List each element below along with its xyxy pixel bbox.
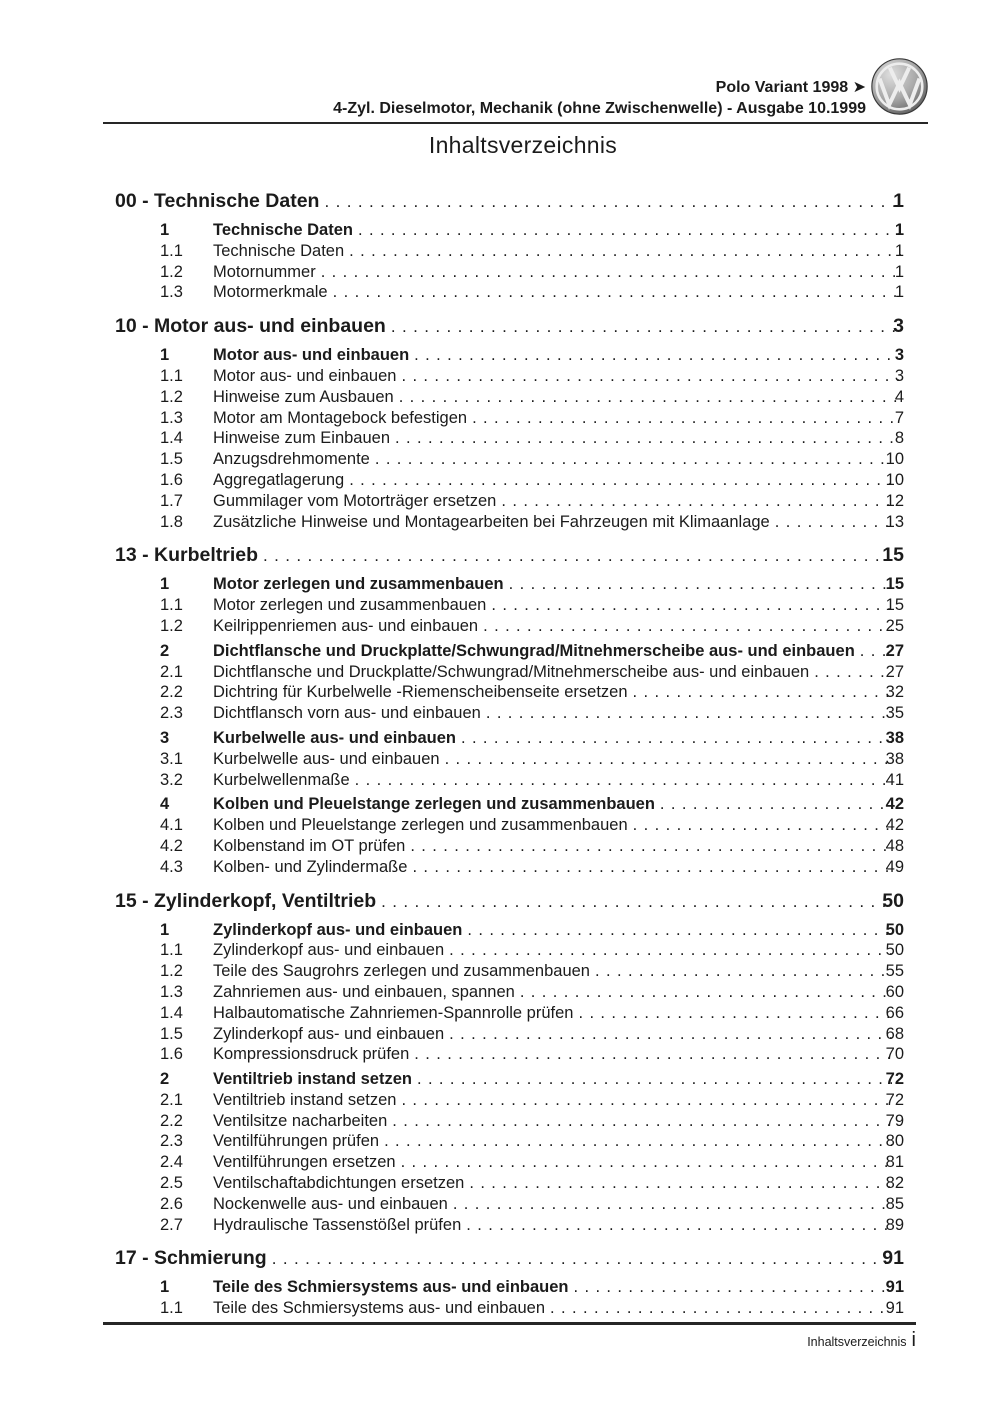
- header-subtitle-line: 4-Zyl. Dieselmotor, Mechanik (ohne Zwischenwelle) - Ausgabe 10.1999: [333, 100, 866, 117]
- dot-leader: [409, 1044, 891, 1065]
- entry-number: 1.3: [160, 982, 183, 1001]
- entry-title: Aggregatlagerung: [213, 470, 345, 489]
- entry-number: 1.2: [160, 962, 183, 981]
- entry-page-number: 80: [885, 1132, 904, 1151]
- entry-title: Hydraulische Tassenstößel prüfen: [213, 1215, 462, 1234]
- entry-title: Teile des Saugrohrs zerlegen und zusammenbauen: [213, 962, 590, 981]
- toc-entry[interactable]: [103, 682, 904, 703]
- entry-number: 1.1: [160, 366, 183, 385]
- entry-title: Dichtflansch vorn aus- und einbauen: [213, 704, 481, 723]
- entry-page-number: 55: [885, 962, 904, 981]
- section-label: 10 - Motor aus- und einbauen: [115, 315, 386, 338]
- entry-page-number: 38: [885, 749, 904, 768]
- entry-number: 1.2: [160, 387, 183, 406]
- entry-number: 3.1: [160, 749, 183, 768]
- dot-leader: [462, 920, 891, 941]
- toc-entry[interactable]: [103, 641, 904, 662]
- entry-page-number: 15: [885, 596, 904, 615]
- entry-page-number: 49: [885, 857, 904, 876]
- entry-title: Ventilschaftabdichtungen ersetzen: [213, 1174, 465, 1193]
- entry-number: 1.4: [160, 1003, 183, 1022]
- toc-entry[interactable]: [103, 470, 904, 491]
- entry-number: 3.2: [160, 770, 183, 789]
- toc-entry[interactable]: [103, 794, 904, 815]
- entry-title: Dichtflansche und Druckplatte/Schwungrad/Mitnehmerscheibe aus- und einbauen: [213, 641, 855, 660]
- entry-page-number: 12: [885, 491, 904, 510]
- toc-entry[interactable]: [103, 616, 904, 637]
- entry-title: Anzugsdrehmomente: [213, 450, 370, 469]
- entry-page-number: 3: [894, 366, 904, 385]
- dot-leader: [545, 1298, 892, 1319]
- footer-page-number: i: [911, 1329, 916, 1351]
- entry-number: 2.2: [160, 683, 183, 702]
- toc-entry[interactable]: [103, 1131, 904, 1152]
- entry-title: Motormerkmale: [213, 283, 328, 302]
- toc-entry[interactable]: [103, 366, 904, 387]
- dot-leader: [628, 815, 892, 836]
- dot-leader: [809, 662, 891, 683]
- entry-title: Kolben und Pleuelstange zerlegen und zusammenbauen: [213, 816, 628, 835]
- dot-leader: [386, 316, 899, 338]
- entry-title: Zusätzliche Hinweise und Montagearbeiten bei Fahrzeugen mit Klimaanlage: [213, 512, 770, 531]
- toc-entry[interactable]: [103, 920, 904, 941]
- entry-title: Kompressionsdruck prüfen: [213, 1045, 410, 1064]
- dot-leader: [412, 1069, 892, 1090]
- entry-title: Motor aus- und einbauen: [213, 366, 397, 385]
- entry-title: Zahnriemen aus- und einbauen, spannen: [213, 982, 515, 1001]
- entry-number: 1.6: [160, 470, 183, 489]
- dot-leader: [590, 961, 892, 982]
- entry-number: 1.3: [160, 283, 183, 302]
- toc-entry[interactable]: [103, 1298, 904, 1319]
- entry-number: 1: [160, 346, 170, 365]
- page-title: Inhaltsverzeichnis: [428, 132, 618, 158]
- entry-title: Kolbenstand im OT prüfen: [213, 836, 406, 855]
- toc-entry[interactable]: [103, 749, 904, 770]
- entry-number: 2.4: [160, 1153, 183, 1172]
- entry-page-number: 27: [885, 662, 904, 681]
- entry-title: Nockenwelle aus- und einbauen: [213, 1194, 448, 1213]
- entry-page-number: 48: [885, 836, 904, 855]
- toc-entry[interactable]: [103, 815, 904, 836]
- toc-entry[interactable]: [103, 1111, 904, 1132]
- entry-number: 4.3: [160, 857, 183, 876]
- entry-page-number: 1: [894, 241, 904, 260]
- entry-number: 2: [160, 641, 170, 660]
- dot-leader: [396, 1152, 892, 1173]
- toc-entry[interactable]: [103, 1069, 904, 1090]
- dot-leader: [444, 940, 891, 961]
- dot-leader: [467, 408, 901, 429]
- toc-entry[interactable]: [103, 491, 904, 512]
- toc-entry[interactable]: [103, 1003, 904, 1024]
- entry-title: Kolben- und Zylindermaße: [213, 857, 408, 876]
- entry-number: 1.7: [160, 491, 183, 510]
- entry-page-number: 82: [885, 1174, 904, 1193]
- entry-page-number: 42: [885, 795, 904, 814]
- toc-entry[interactable]: [103, 1215, 904, 1236]
- entry-number: 1.5: [160, 1024, 183, 1043]
- entry-title: Dichtring für Kurbelwelle -Riemenscheibenseite ersetzen: [213, 683, 628, 702]
- entry-page-number: 10: [885, 470, 904, 489]
- toc-section: [103, 890, 904, 1236]
- toc-entry[interactable]: [103, 982, 904, 1003]
- toc-section: [103, 190, 904, 303]
- dot-leader: [267, 1248, 889, 1270]
- entry-title: Zylinderkopf aus- und einbauen: [213, 920, 463, 939]
- dot-leader: [316, 262, 901, 283]
- dot-leader: [319, 191, 899, 213]
- toc-entry[interactable]: [103, 940, 904, 961]
- entry-title: Kurbelwelle aus- und einbauen: [213, 749, 440, 768]
- footer-label: Inhaltsverzeichnis: [807, 1335, 907, 1349]
- toc-entry[interactable]: [103, 282, 904, 303]
- entry-page-number: 32: [885, 683, 904, 702]
- dot-leader: [353, 220, 901, 241]
- entry-title: Teile des Schmiersystems aus- und einbauen: [213, 1299, 546, 1318]
- entry-number: 2.1: [160, 1090, 183, 1109]
- toc-entry[interactable]: [103, 836, 904, 857]
- toc-entry[interactable]: [103, 262, 904, 283]
- toc-entry[interactable]: [103, 703, 904, 724]
- entry-number: 1: [160, 1278, 170, 1297]
- entry-title: Hinweise zum Ausbauen: [213, 387, 394, 406]
- dot-leader: [407, 857, 891, 878]
- toc-entry[interactable]: [103, 770, 904, 791]
- dot-leader: [478, 616, 892, 637]
- toc-entry[interactable]: [103, 1090, 904, 1111]
- section-label: 15 - Zylinderkopf, Ventiltrieb: [115, 889, 377, 912]
- dot-leader: [486, 595, 891, 616]
- entry-number: 2.1: [160, 662, 183, 681]
- entry-number: 1.1: [160, 941, 183, 960]
- toc-section: [103, 315, 904, 532]
- section-label: 17 - Schmierung: [115, 1247, 267, 1270]
- entry-page-number: 85: [885, 1194, 904, 1213]
- toc-entry[interactable]: [103, 1194, 904, 1215]
- entry-title: Technische Daten: [213, 221, 353, 239]
- entry-page-number: 15: [885, 575, 904, 594]
- entry-number: 2.5: [160, 1174, 183, 1193]
- entry-title: Zylinderkopf aus- und einbauen: [213, 941, 445, 960]
- entry-title: Motor zerlegen und zusammenbauen: [213, 575, 504, 594]
- entry-title: Hinweise zum Einbauen: [213, 429, 391, 448]
- toc-entry[interactable]: [103, 961, 904, 982]
- entry-number: 1.8: [160, 512, 183, 531]
- section-page-number: 3: [893, 315, 904, 338]
- page-header: [103, 0, 928, 124]
- entry-page-number: 25: [885, 616, 904, 635]
- section-label: 00 - Technische Daten: [115, 190, 320, 212]
- toc-entry[interactable]: [103, 1044, 904, 1065]
- entry-page-number: 70: [885, 1045, 904, 1064]
- toc-section-header[interactable]: [103, 315, 904, 338]
- section-page-number: 50: [882, 889, 904, 912]
- dot-leader: [409, 345, 901, 366]
- dot-leader: [387, 1111, 891, 1132]
- entry-page-number: 91: [885, 1278, 904, 1297]
- toc: [103, 190, 904, 1319]
- entry-title: Kolben und Pleuelstange zerlegen und zusammenbauen: [213, 795, 655, 814]
- toc-entry[interactable]: [103, 345, 904, 366]
- entry-page-number: 4: [894, 387, 904, 406]
- entry-page-number: 1: [894, 262, 904, 281]
- entry-number: 3: [160, 728, 170, 747]
- dot-leader: [515, 982, 892, 1003]
- entry-page-number: 72: [885, 1070, 904, 1089]
- entry-number: 1.5: [160, 450, 183, 469]
- entry-title: Ventiltrieb instand setzen: [213, 1070, 412, 1089]
- toc-entry[interactable]: [103, 512, 904, 533]
- section-label: 13 - Kurbeltrieb: [115, 544, 259, 567]
- entry-title: Ventilführungen prüfen: [213, 1132, 380, 1151]
- entry-page-number: 8: [894, 429, 904, 448]
- toc-section-header[interactable]: [103, 890, 904, 913]
- entry-page-number: 50: [885, 941, 904, 960]
- entry-title: Ventiltrieb instand setzen: [213, 1090, 397, 1109]
- entry-title: Technische Daten: [213, 241, 345, 260]
- entry-page-number: 79: [885, 1111, 904, 1130]
- dot-leader: [461, 1215, 891, 1236]
- toc-entry[interactable]: [103, 428, 904, 449]
- entry-title: Halbautomatische Zahnriemen-Spannrolle prüfen: [213, 1003, 574, 1022]
- entry-page-number: 81: [885, 1153, 904, 1172]
- footer-divider: [103, 1322, 916, 1325]
- entry-title: Keilrippenriemen aus- und einbauen: [213, 616, 479, 635]
- header-divider: [103, 122, 928, 124]
- entry-number: 1: [160, 920, 170, 939]
- toc-entry[interactable]: [103, 662, 904, 683]
- entry-number: 1.6: [160, 1045, 183, 1064]
- toc-entry[interactable]: [103, 574, 904, 595]
- dot-leader: [394, 387, 901, 408]
- dot-leader: [444, 1024, 891, 1045]
- dot-leader: [344, 241, 901, 262]
- toc-section: [103, 544, 904, 877]
- dot-leader: [770, 512, 892, 533]
- entry-number: 4: [160, 795, 170, 814]
- entry-page-number: 68: [885, 1024, 904, 1043]
- page-footer: [103, 1329, 916, 1352]
- entry-page-number: 10: [885, 450, 904, 469]
- entry-number: 1.2: [160, 616, 183, 635]
- dot-leader: [496, 491, 891, 512]
- toc-entry[interactable]: [103, 449, 904, 470]
- dot-leader: [370, 449, 892, 470]
- entry-number: 1.1: [160, 241, 183, 260]
- toc-section-header[interactable]: [103, 544, 904, 567]
- entry-title: Motor aus- und einbauen: [213, 346, 410, 365]
- dot-leader: [376, 891, 888, 913]
- dot-leader: [390, 428, 901, 449]
- dot-leader: [328, 282, 901, 303]
- toc-section: [103, 1247, 904, 1319]
- toc-entry[interactable]: [103, 1024, 904, 1045]
- dot-leader: [396, 366, 900, 387]
- dot-leader: [405, 836, 891, 857]
- entry-page-number: 41: [885, 770, 904, 789]
- toc-entry[interactable]: [103, 387, 904, 408]
- dot-leader: [396, 1090, 891, 1111]
- entry-number: 2.3: [160, 1132, 183, 1151]
- entry-title: Motornummer: [213, 262, 316, 281]
- entry-number: 2.2: [160, 1111, 183, 1130]
- toc-entry[interactable]: [103, 408, 904, 429]
- entry-number: 1.4: [160, 429, 183, 448]
- dot-leader: [448, 1194, 892, 1215]
- entry-number: 2.7: [160, 1215, 183, 1234]
- entry-page-number: 66: [885, 1003, 904, 1022]
- header-model-line: Polo Variant 1998 ➤: [715, 79, 866, 96]
- toc-section-header[interactable]: [103, 190, 904, 213]
- dot-leader: [628, 682, 892, 703]
- entry-page-number: 27: [885, 641, 904, 660]
- toc-entry[interactable]: [103, 857, 904, 878]
- dot-leader: [258, 545, 888, 567]
- dot-leader: [344, 470, 891, 491]
- entry-number: 4.2: [160, 836, 183, 855]
- entry-page-number: 89: [885, 1215, 904, 1234]
- section-page-number: 91: [882, 1247, 904, 1270]
- dot-leader: [481, 703, 892, 724]
- entry-number: 1: [160, 575, 170, 594]
- dot-leader: [504, 574, 892, 595]
- entry-title: Zylinderkopf aus- und einbauen: [213, 1024, 445, 1043]
- toc-section-header[interactable]: [103, 1247, 904, 1270]
- toc-entry[interactable]: [103, 220, 904, 241]
- entry-number: 2.6: [160, 1194, 183, 1213]
- entry-title: Teile des Schmiersystems aus- und einbauen: [213, 1278, 569, 1297]
- entry-number: 2: [160, 1070, 170, 1089]
- toc-entry[interactable]: [103, 728, 904, 749]
- entry-page-number: 13: [885, 512, 904, 531]
- entry-page-number: 1: [894, 221, 904, 239]
- dot-leader: [379, 1131, 892, 1152]
- entry-number: 1.1: [160, 1299, 183, 1318]
- dot-leader: [573, 1003, 891, 1024]
- entry-page-number: 42: [885, 816, 904, 835]
- dot-leader: [456, 728, 892, 749]
- toc-entry[interactable]: [103, 1277, 904, 1298]
- section-page-number: 15: [882, 544, 904, 567]
- dot-leader: [440, 749, 892, 770]
- entry-page-number: 50: [885, 920, 904, 939]
- entry-number: 1.2: [160, 262, 183, 281]
- toc-entry[interactable]: [103, 241, 904, 262]
- entry-title: Gummilager vom Motorträger ersetzen: [213, 491, 497, 510]
- entry-number: 1: [160, 221, 170, 239]
- dot-leader: [464, 1173, 891, 1194]
- dot-leader: [568, 1277, 891, 1298]
- entry-title: Ventilsitze nacharbeiten: [213, 1111, 388, 1130]
- entry-page-number: 3: [894, 346, 904, 365]
- toc-entry[interactable]: [103, 1152, 904, 1173]
- entry-title: Motor am Montagebock befestigen: [213, 408, 468, 427]
- entry-number: 1.1: [160, 596, 183, 615]
- entry-title: Kurbelwellenmaße: [213, 770, 350, 789]
- entry-title: Dichtflansche und Druckplatte/Schwungrad/Mitnehmerscheibe aus- und einbauen: [213, 662, 810, 681]
- entry-title: Ventilführungen ersetzen: [213, 1153, 396, 1172]
- entry-number: 1.3: [160, 408, 183, 427]
- entry-number: 2.3: [160, 704, 183, 723]
- toc-entry[interactable]: [103, 1173, 904, 1194]
- entry-title: Motor zerlegen und zusammenbauen: [213, 596, 487, 615]
- entry-page-number: 72: [885, 1090, 904, 1109]
- entry-page-number: 35: [885, 704, 904, 723]
- vw-logo-icon: [871, 58, 928, 115]
- entry-page-number: 7: [894, 408, 904, 427]
- section-page-number: 1: [893, 190, 904, 212]
- toc-entry[interactable]: [103, 595, 904, 616]
- entry-page-number: 38: [885, 728, 904, 747]
- entry-page-number: 60: [885, 982, 904, 1001]
- dot-leader: [655, 794, 892, 815]
- entry-title: Kurbelwelle aus- und einbauen: [213, 728, 456, 747]
- entry-page-number: 1: [894, 283, 904, 302]
- dot-leader: [350, 770, 892, 791]
- entry-page-number: 91: [885, 1299, 904, 1318]
- entry-number: 4.1: [160, 816, 183, 835]
